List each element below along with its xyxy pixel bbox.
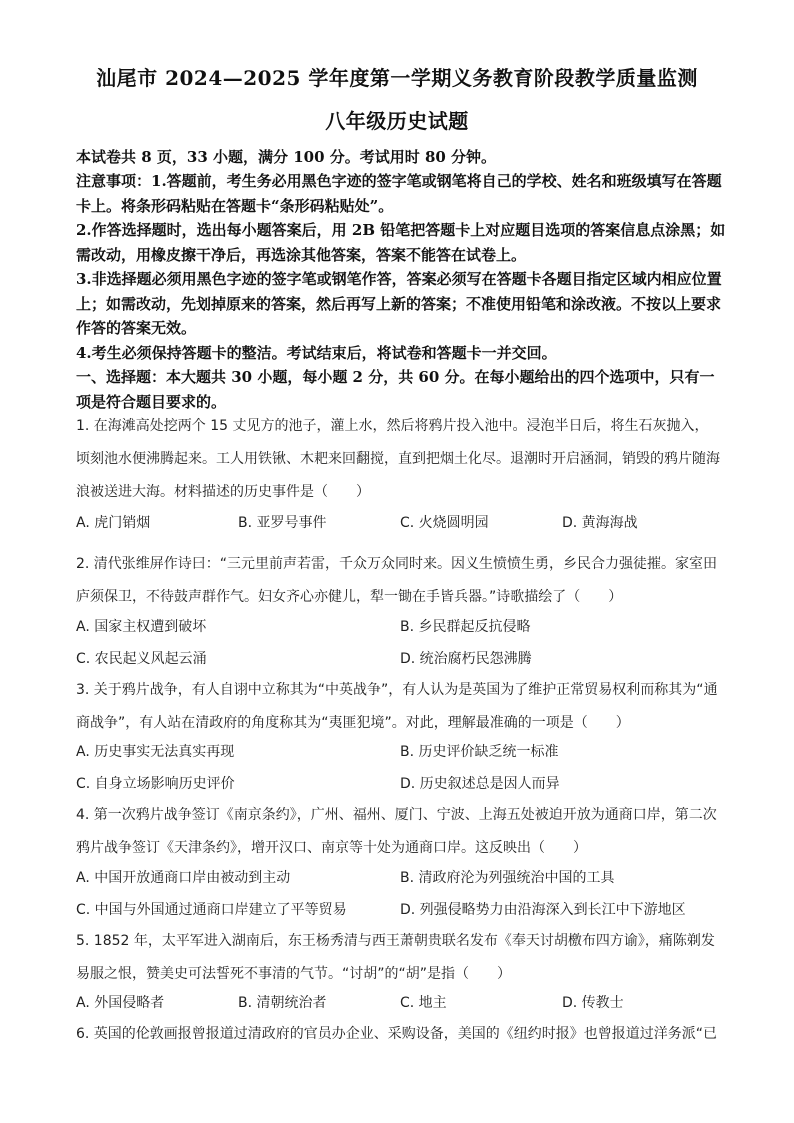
notice-item-4: 4.考生必须保持答题卡的整洁。考试结束后，将试卷和答题卡一并交回。 xyxy=(76,344,557,362)
option-d[interactable]: D. 历史叙述总是因人而异 xyxy=(400,776,560,792)
question-stem: 3. 关于鸦片战争，有人自诩中立称其为“中英战争”，有人认为是英国为了维护正常贸易权利而称其为“通商战争”，有人站在清政府的角度称其为“夷匪犯境”。对此，理解最准确的一项是（ ） xyxy=(76,682,718,731)
exam-subtitle: 八年级历史试题 xyxy=(325,109,469,133)
option-a[interactable]: A. 国家主权遭到破坏 xyxy=(76,619,207,635)
option-b[interactable]: B. 清政府沦为列强统治中国的工具 xyxy=(400,870,615,886)
option-b[interactable]: B. 亚罗号事件 xyxy=(238,515,327,531)
option-c[interactable]: C. 农民起义风起云涌 xyxy=(76,651,207,667)
question-stem: 4. 第一次鸦片战争签订《南京条约》，广州、福州、厦门、宁波、上海五处被迫开放为通商口岸，第二次鸦片战争签订《天津条约》，增开汉口、南京等十处为通商口岸。这反映出（ ） xyxy=(76,807,717,856)
section-heading: 一、选择题：本大题共 30 小题，每小题 2 分，共 60 分。在每小题给出的四个选项中，只有一项是符合题目要求的。 xyxy=(76,368,715,411)
question-stem: 5. 1852 年，太平军进入湖南后，东王杨秀清与西王萧朝贵联名发布《奉天讨胡檄布四方谕》，痛陈剃发易服之恨，赞美史可法誓死不事清的气节。“讨胡”的“胡”是指（ ） xyxy=(76,933,715,982)
option-c[interactable]: C. 自身立场影响历史评价 xyxy=(76,776,235,792)
option-d[interactable]: D. 传教士 xyxy=(562,995,624,1011)
question-stem: 1. 在海滩高处挖两个 15 丈见方的池子，灌上水，然后将鸦片投入池中。浸泡半日后，将生石灰抛入，顷刻池水便沸腾起来。工人用铁锹、木耙来回翻搅，直到把烟土化尽。退潮时开启涵洞，销毁的鸦片随海浪被送进大海。材料描述的历史事件是（ ） xyxy=(76,418,720,500)
option-d[interactable]: D. 统治腐朽民怨沸腾 xyxy=(400,651,532,667)
option-b[interactable]: B. 清朝统治者 xyxy=(238,995,327,1011)
option-d[interactable]: D. 列强侵略势力由沿海深入到长江中下游地区 xyxy=(400,902,686,918)
option-d[interactable]: D. 黄海海战 xyxy=(562,515,638,531)
question-stem: 2. 清代张维屏作诗曰：“三元里前声若雷，千众万众同时来。因义生愤愤生勇，乡民合力强徒摧。家室田庐须保卫，不待鼓声群作气。妇女齐心亦健儿，犁一锄在手皆兵器。”诗歌描绘了（ ） xyxy=(76,556,718,605)
option-c[interactable]: C. 地主 xyxy=(400,995,447,1011)
option-a[interactable]: A. 历史事实无法真实再现 xyxy=(76,744,235,760)
option-a[interactable]: A. 虎门销烟 xyxy=(76,515,151,531)
option-c[interactable]: C. 中国与外国通过通商口岸建立了平等贸易 xyxy=(76,902,347,918)
notice-item-3: 3.非选择题必须用黑色字迹的签字笔或钢笔作答，答案必须写在答题卡各题目指定区域内相应位置上；如需改动，先划掉原来的答案，然后再写上新的答案；不准使用铅笔和涂改液。不按以上要求作答的答案无效。 xyxy=(76,270,722,337)
exam-title: 汕尾市 2024—2025 学年度第一学期义务教育阶段教学质量监测 xyxy=(96,66,698,90)
option-b[interactable]: B. 乡民群起反抗侵略 xyxy=(400,619,531,635)
notice-item-2: 2.作答选择题时，选出每小题答案后，用 2B 铅笔把答题卡上对应题目选项的答案信息点涂黑；如需改动，用橡皮擦干净后，再选涂其他答案，答案不能答在试卷上。 xyxy=(76,221,726,264)
option-a[interactable]: A. 外国侵略者 xyxy=(76,995,165,1011)
option-c[interactable]: C. 火烧圆明园 xyxy=(400,515,489,531)
question-stem: 6. 英国的伦敦画报曾报道过清政府的官员办企业、采购设备，美国的《纽约时报》也曾报道过洋务派“已 xyxy=(76,1026,718,1042)
option-b[interactable]: B. 历史评价缺乏统一标准 xyxy=(400,744,559,760)
notice-item-1: 注意事项：1.答题前，考生务必用黑色字迹的签字笔或钢笔将自己的学校、姓名和班级填写在答题卡上。将条形码粘贴在答题卡“条形码粘贴处”。 xyxy=(76,172,722,215)
option-a[interactable]: A. 中国开放通商口岸由被动到主动 xyxy=(76,870,291,886)
exam-summary: 本试卷共 8 页，33 小题，满分 100 分。考试用时 80 分钟。 xyxy=(76,148,497,166)
